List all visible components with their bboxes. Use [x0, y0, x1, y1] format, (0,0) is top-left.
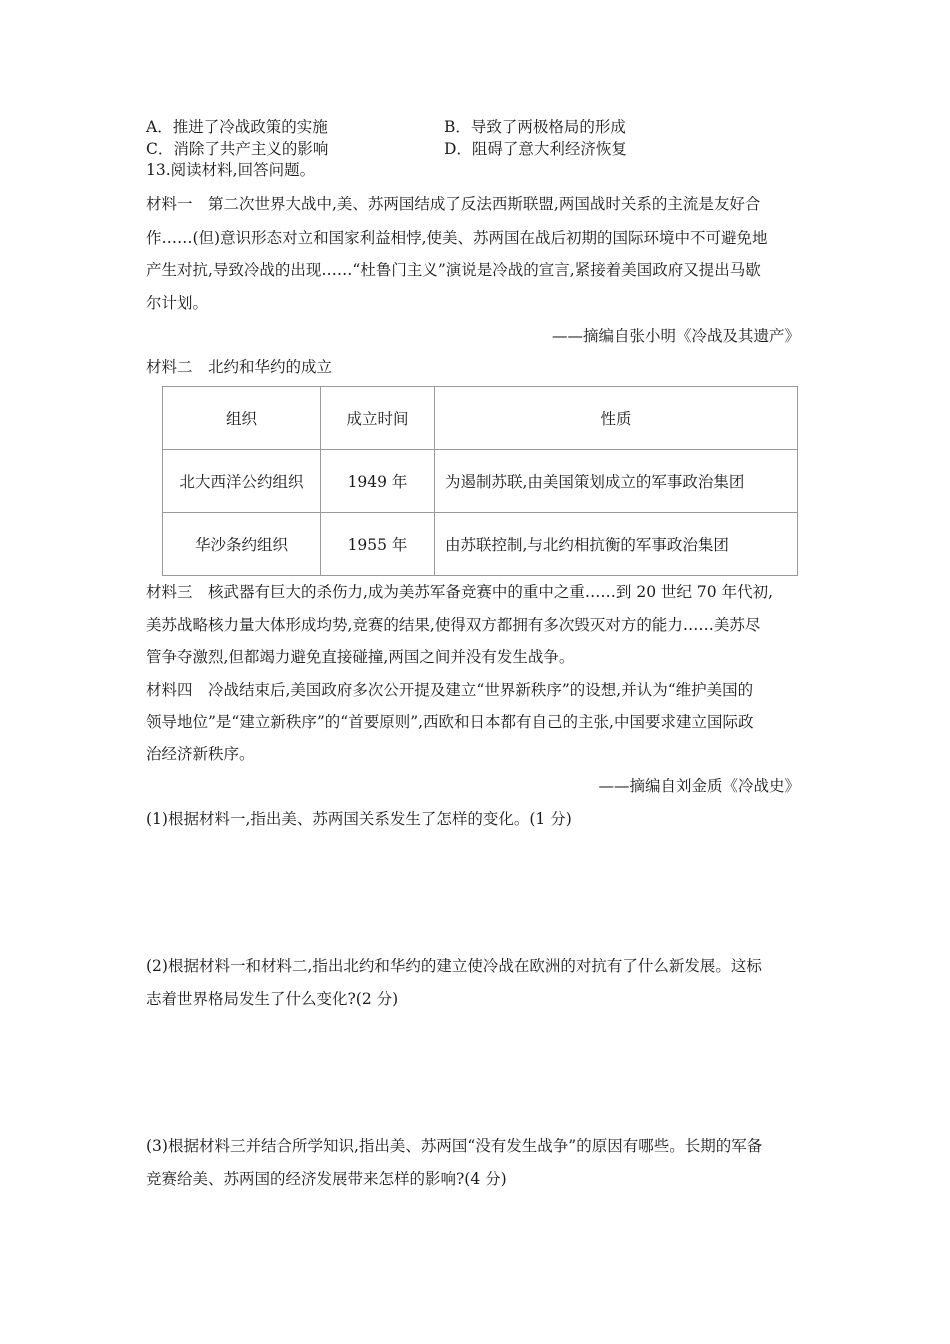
table-cell: 1949 年: [321, 450, 435, 513]
option-c: C．消除了共产主义的影响: [146, 140, 329, 158]
material-3-line: 材料三 核武器有巨大的杀伤力,成为美苏军备竞赛中的重中之重……到 20 世纪 70 年代初,: [146, 583, 774, 601]
table-header-cell: 成立时间: [321, 387, 435, 450]
material-1-line: 产生对抗,导致冷战的出现……“杜鲁门主义”演说是冷战的宣言,紧接着美国政府又提出马歇: [146, 261, 761, 279]
material-3-line: 美苏战略核力量大体形成均势,竞赛的结果,使得双方都拥有多次毁灭对方的能力……美苏尽: [146, 616, 761, 634]
table-cell: 华沙条约组织: [163, 513, 321, 576]
table-cell: 由苏联控制,与北约相抗衡的军事政治集团: [435, 513, 798, 576]
material-3-line: 管争夺激烈,但都竭力避免直接碰撞,两国之间并没有发生战争。: [146, 648, 575, 666]
table-row: [163, 513, 798, 576]
table-cell: 1955 年: [321, 513, 435, 576]
table-cell: 为遏制苏联,由美国策划成立的军事政治集团: [435, 450, 798, 513]
material-4-source: ——摘编自刘金质《冷战史》: [598, 777, 800, 795]
material-2-title: 材料二 北约和华约的成立: [146, 358, 333, 376]
material-4-line: 领导地位”是“建立新秩序”的“首要原则”,西欧和日本都有自己的主张,中国要求建立国际政: [146, 713, 754, 731]
sub-question-1: (1)根据材料一,指出美、苏两国关系发生了怎样的变化。(1 分): [146, 810, 572, 828]
table-row: [163, 450, 798, 513]
material-1-line: 材料一 第二次世界大战中,美、苏两国结成了反法西斯联盟,两国战时关系的主流是友好合: [146, 195, 761, 213]
sub-question-2-line: 志着世界格局发生了什么变化?(2 分): [146, 990, 399, 1008]
material-1-line: 尔计划。: [146, 294, 209, 312]
table-cell: 北大西洋公约组织: [163, 450, 321, 513]
option-d: D．阻碍了意大利经济恢复: [444, 140, 627, 158]
sub-question-3-line: 竞赛给美、苏两国的经济发展带来怎样的影响?(4 分): [146, 1170, 507, 1188]
alliance-table: [162, 386, 798, 576]
material-1-source: ——摘编自张小明《冷战及其遗产》: [551, 327, 800, 345]
question-title: 13.阅读材料,回答问题。: [146, 161, 316, 179]
table-header-cell: 组织: [163, 387, 321, 450]
option-b: B．导致了两极格局的形成: [444, 118, 626, 136]
material-1-line: 作……(但)意识形态对立和国家利益相悖,使美、苏两国在战后初期的国际环境中不可避免地: [146, 229, 768, 247]
sub-question-3-line: (3)根据材料三并结合所学知识,指出美、苏两国“没有发生战争”的原因有哪些。长期的军备: [146, 1137, 763, 1155]
table-header-row: [163, 387, 798, 450]
material-4-line: 治经济新秩序。: [146, 745, 255, 763]
material-4-line: 材料四 冷战结束后,美国政府多次公开提及建立“世界新秩序”的设想,并认为“维护美国的: [146, 681, 754, 699]
option-a: A．推进了冷战政策的实施: [146, 118, 328, 136]
table-header-cell: 性质: [435, 387, 798, 450]
sub-question-2-line: (2)根据材料一和材料二,指出北约和华约的建立使冷战在欧洲的对抗有了什么新发展。这标: [146, 957, 762, 975]
